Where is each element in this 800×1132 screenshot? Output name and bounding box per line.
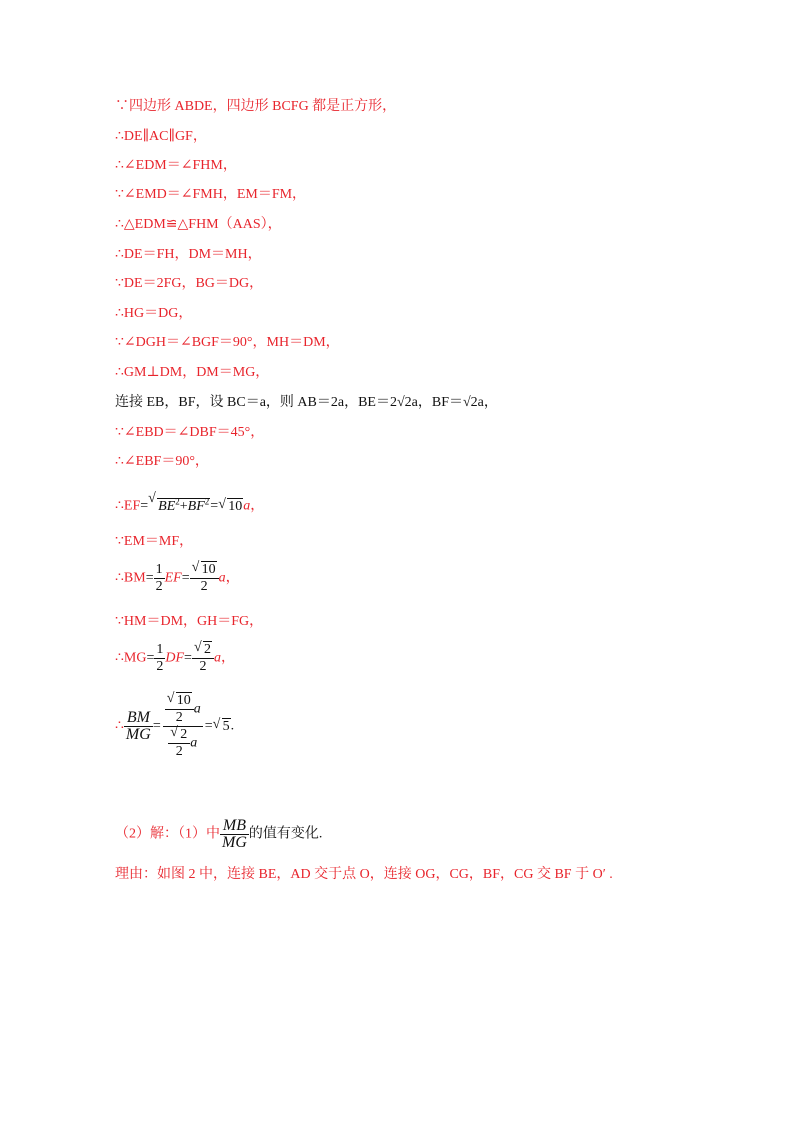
mg-prefix: ∴MG bbox=[115, 650, 147, 666]
fraction-half: $\frac{1}{2}$ bbox=[156, 642, 164, 674]
text-line: ∴∠EDM＝∠FHM， bbox=[115, 158, 237, 173]
text-line: ∵∠DGH＝∠BGF＝90°，MH＝DM， bbox=[115, 335, 340, 350]
variable-a: a bbox=[190, 735, 198, 751]
equals-sign: = bbox=[204, 718, 213, 734]
text-line: ∵∠EMD＝∠FMH，EM＝FM， bbox=[115, 187, 307, 202]
top-fraction: √ 10 2 bbox=[165, 693, 194, 726]
comma: ， bbox=[225, 570, 240, 586]
fraction-sqrt10-over-2: √ 10 2 bbox=[190, 562, 219, 595]
text-line: ∴GM⊥DM，DM＝MG， bbox=[115, 365, 270, 380]
sqrt-result: √ 5 bbox=[212, 716, 230, 734]
equals-sign: = bbox=[184, 650, 192, 666]
fraction-sqrt2-over-2: √ 2 2 bbox=[192, 642, 214, 675]
fraction-mb-over-mg: $\frac{MB}{MG}$ bbox=[222, 817, 247, 851]
equals-sign: = bbox=[146, 650, 155, 666]
equals-sign: = bbox=[140, 498, 149, 514]
equals-sign: = bbox=[181, 570, 190, 586]
radicand-bf: BF bbox=[187, 498, 205, 514]
comma: ， bbox=[220, 650, 235, 666]
text-line: ∵∠EBD＝∠DBF＝45°， bbox=[115, 425, 265, 440]
ratio-equation bbox=[115, 693, 234, 760]
part2-suffix: 的值有变化. bbox=[248, 826, 323, 842]
text-line: ∵DE＝2FG，BG＝DG， bbox=[115, 276, 264, 291]
text-line: ∴HG＝DG， bbox=[115, 306, 193, 321]
text-line: ∵HM＝DM，GH＝FG， bbox=[115, 614, 264, 629]
variable-a: a bbox=[193, 701, 201, 717]
text-line: ∵EM＝MF， bbox=[115, 534, 194, 549]
equals-sign: = bbox=[152, 718, 161, 734]
mg-equation bbox=[115, 642, 235, 675]
text-line: ∴△EDM≌△FHM（AAS）， bbox=[115, 217, 282, 232]
equals-sign: = bbox=[145, 570, 154, 586]
plus-sign: + bbox=[179, 498, 188, 514]
ef-term: EF bbox=[164, 570, 182, 586]
ef-prefix: ∴EF bbox=[115, 498, 141, 514]
part2-prefix: （2）解：（1）中 bbox=[115, 826, 220, 842]
part2-line bbox=[115, 818, 322, 851]
text-line: ∵四边形 ABDE，四边形 BCFG 都是正方形， bbox=[115, 99, 397, 114]
text-line: ∴DE∥AC∥GF， bbox=[115, 129, 207, 144]
df-term: DF bbox=[165, 650, 185, 666]
exponent: 2 bbox=[204, 496, 210, 506]
equals-sign: = bbox=[210, 498, 219, 514]
reason-line: 理由：如图 2 中，连接 BE，AD 交于点 O，连接 OG，CG，BF，CG 交 BF 于 O′ . bbox=[115, 867, 613, 882]
text-line: ∴∠EBF＝90°， bbox=[115, 454, 209, 469]
therefore-symbol: ∴ bbox=[115, 718, 124, 734]
bottom-fraction: √ 2 2 bbox=[168, 727, 190, 760]
radicand-be: BE bbox=[158, 498, 176, 514]
text-line: ∴DE＝FH，DM＝MH， bbox=[115, 247, 262, 262]
variable-a: a bbox=[218, 570, 226, 586]
bm-equation bbox=[115, 562, 240, 595]
exponent: 2 bbox=[175, 496, 180, 506]
compound-fraction bbox=[163, 693, 203, 760]
period: . bbox=[230, 718, 235, 734]
ef-equation bbox=[115, 492, 264, 516]
variable-a: a bbox=[213, 650, 221, 666]
fraction-half: $\frac{1}{2}$ bbox=[155, 562, 163, 594]
text-line: 连接 EB，BF，设 BC＝a，则 AB＝2a，BE＝2√2a，BF＝√2a， bbox=[115, 395, 498, 410]
sqrt-result: √ 10 bbox=[218, 496, 243, 514]
variable-a: a bbox=[243, 498, 251, 514]
comma: ， bbox=[250, 498, 265, 514]
sqrt-expression: √ $BE^2+BF^2$ bbox=[148, 491, 210, 514]
bm-prefix: ∴BM bbox=[115, 570, 146, 586]
fraction-bm-over-mg: $\frac{BM}{MG}$ bbox=[125, 709, 151, 743]
